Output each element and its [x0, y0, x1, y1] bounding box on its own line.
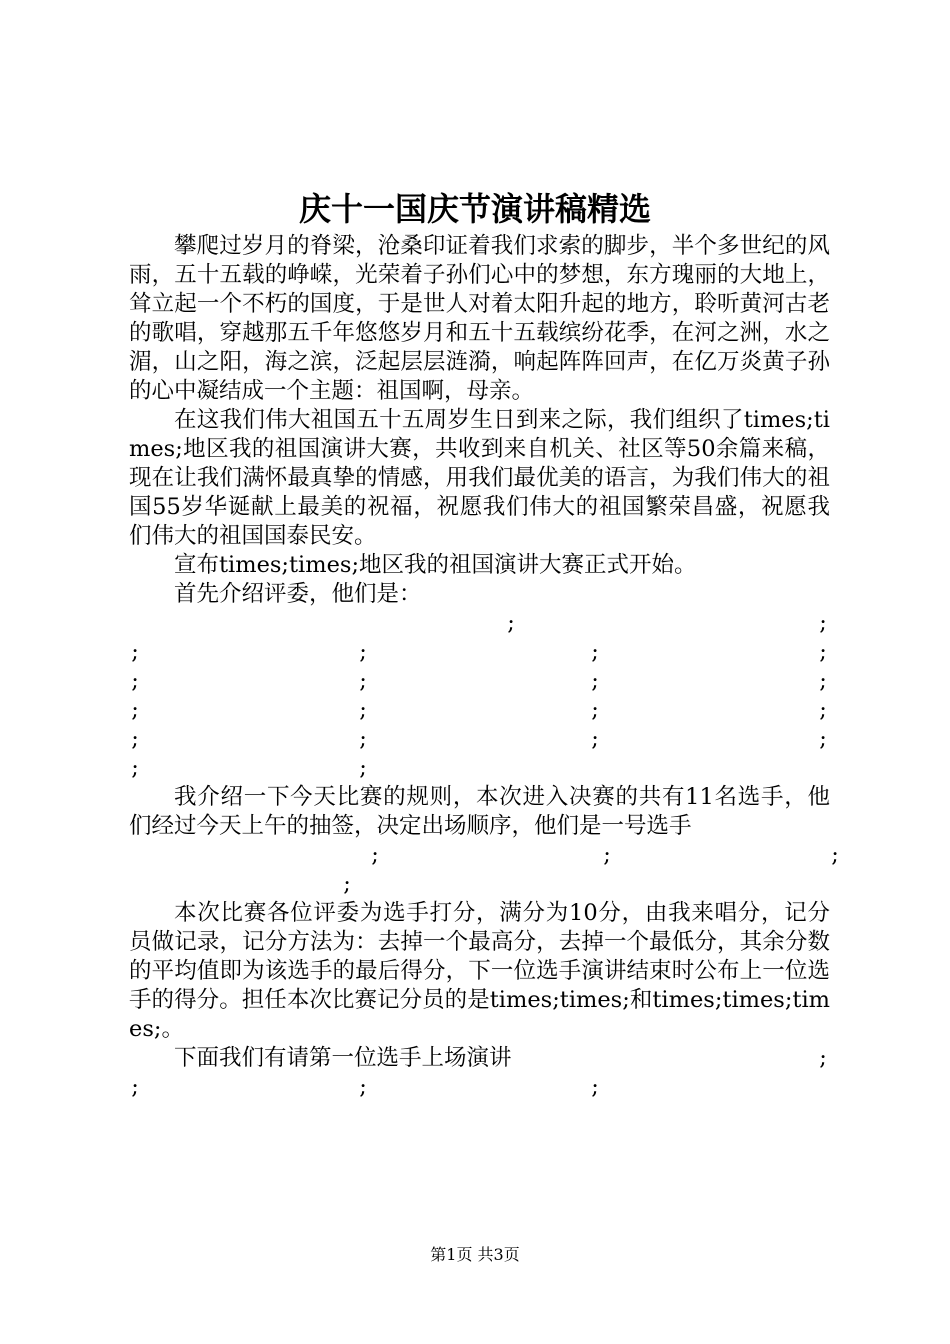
- judge-list-row: [129, 696, 830, 725]
- separator: ;: [371, 842, 379, 868]
- separator: ;: [359, 726, 367, 752]
- separator: ;: [819, 697, 827, 723]
- separator: ;: [131, 726, 139, 752]
- separator: ;: [831, 842, 839, 868]
- judge-list-row: [129, 667, 830, 696]
- contestant-list-row: [129, 841, 839, 870]
- separator: ;: [591, 697, 599, 723]
- separator: ;: [131, 668, 139, 694]
- separator: ;: [819, 1045, 827, 1071]
- page-footer: 第1页 共3页: [430, 1245, 520, 1264]
- first-speaker-row: [129, 1073, 830, 1102]
- separator: ;: [343, 871, 351, 897]
- separator: ;: [591, 726, 599, 752]
- first-speaker-row: [129, 1044, 830, 1073]
- judge-list-row: [129, 725, 830, 754]
- separator: ;: [507, 610, 515, 636]
- separator: ;: [131, 697, 139, 723]
- separator: ;: [603, 842, 611, 868]
- paragraph: 宣布times;times;地区我的祖国演讲大赛正式开始。: [174, 552, 697, 578]
- separator: ;: [359, 697, 367, 723]
- paragraph: 攀爬过岁月的脊梁，沧桑印证着我们求索的脚步，半个多世纪的风雨，五十五载的峥嵘，光荣着子孙们心中的梦想，东方瑰丽的大地上，耸立起一个不朽的国度，于是世人对着太阳升起的地方，聆听黄河古老的歌唱，穿越那五千年悠悠岁月和五十五载缤纷花季，在河之洲，水之湄，山之阳，海之滨，泛起层层涟漪，响起阵阵回声，在亿万炎黄子孙的心中凝结成一个主题：祖国啊，母亲。: [129, 233, 830, 404]
- separator: ;: [591, 639, 599, 665]
- paragraph: 下面我们有请第一位选手上场演讲: [174, 1045, 512, 1071]
- separator: ;: [819, 668, 827, 694]
- paragraph: 我介绍一下今天比赛的规则，本次进入决赛的共有11名选手，他们经过今天上午的抽签，决定出场顺序，他们是一号选手: [129, 784, 830, 839]
- separator: ;: [359, 1074, 367, 1100]
- document-title: 庆十一国庆节演讲稿精选: [298, 190, 651, 228]
- judge-list-row: [129, 638, 830, 667]
- separator: ;: [359, 668, 367, 694]
- document-body: [129, 232, 839, 1102]
- paragraph: 本次比赛各位评委为选手打分，满分为10分，由我来唱分，记分员做记录，记分方法为：去掉一个最高分，去掉一个最低分，其余分数的平均值即为该选手的最后得分，下一位选手演讲结束时公布上一位选手的得分。担任本次比赛记分员的是times;times;和times;times;times;。: [129, 900, 830, 1042]
- separator: ;: [591, 668, 599, 694]
- separator: ;: [819, 726, 827, 752]
- separator: ;: [131, 755, 139, 781]
- separator: ;: [359, 639, 367, 665]
- separator: ;: [819, 639, 827, 665]
- separator: ;: [819, 610, 827, 636]
- separator: ;: [591, 1074, 599, 1100]
- separator: ;: [131, 639, 139, 665]
- separator: ;: [131, 1074, 139, 1100]
- judge-list-row: [129, 609, 830, 638]
- judge-list-row: [129, 754, 830, 783]
- paragraph: 首先介绍评委，他们是：: [174, 581, 422, 607]
- separator: ;: [359, 755, 367, 781]
- contestant-list-row: [129, 870, 830, 899]
- paragraph: 在这我们伟大祖国五十五周岁生日到来之际，我们组织了times;times;地区我的祖国演讲大赛，共收到来自机关、社区等50余篇来稿，现在让我们满怀最真挚的情感，用我们最优美的语言，为我们伟大的祖国55岁华诞献上最美的祝福，祝愿我们伟大的祖国繁荣昌盛，祝愿我们伟大的祖国国泰民安。: [129, 407, 830, 549]
